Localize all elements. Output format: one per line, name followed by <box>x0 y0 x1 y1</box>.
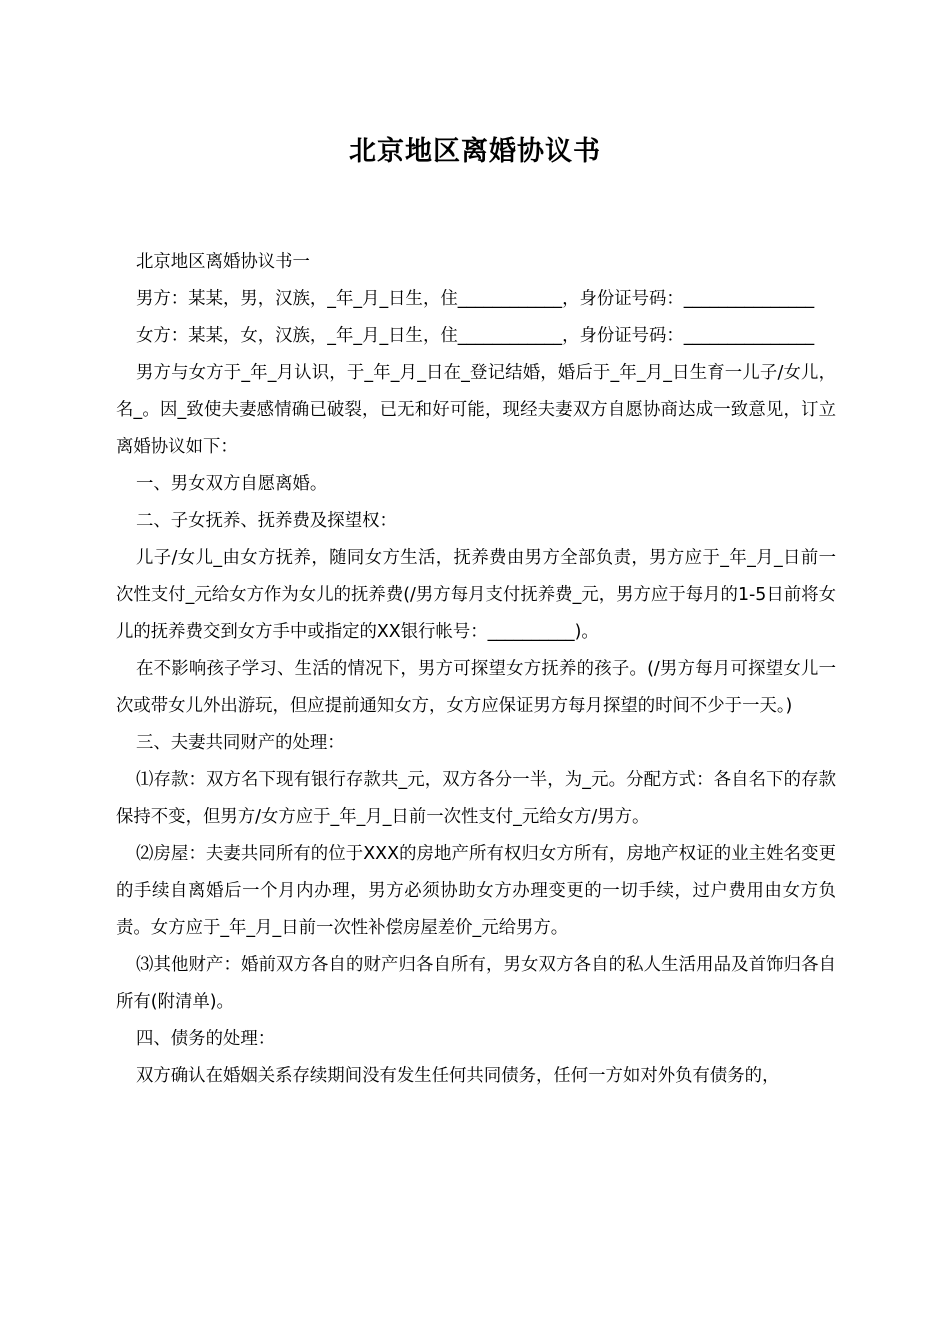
document-body <box>116 244 836 1095</box>
document-subtitle: 北京地区离婚协议书一 <box>136 252 310 272</box>
deposit-paragraph: ⑴存款：双方名下现有银行存款共_元，双方各分一半，为_元。分配方式：各自名下的存款保持不变，但男方/女方应于_年_月_日前一次性支付_元给女方/男方。 <box>116 770 836 827</box>
party-male-info: 男方：某某，男，汉族，_年_月_日生，住____________，身份证号码：_______________ <box>136 289 815 309</box>
debt-paragraph: 双方确认在婚姻关系存续期间没有发生任何共同债务，任何一方如对外负有债务的， <box>136 1066 780 1086</box>
party-female-info: 女方：某某，女，汉族，_年_月_日生，住____________，身份证号码：_______________ <box>136 326 815 346</box>
clause-1-heading: 一、男女双方自愿离婚。 <box>136 474 328 494</box>
document-title: 北京地区离婚协议书 <box>349 136 601 167</box>
child-custody-paragraph: 儿子/女儿_由女方抚养，随同女方生活，抚养费由男方全部负责，男方应于_年_月_日前一次性支付_元给女方作为女儿的抚养费(/男方每月支付抚养费_元，男方应于每月的1-5日前将女儿的抚养费交到女方手中或指定的XX银行帐号：__________)。 <box>116 548 836 642</box>
other-property-paragraph: ⑶其他财产：婚前双方各自的财产归各自所有，男女双方各自的私人生活用品及首饰归各自所有(附清单)。 <box>116 955 836 1012</box>
visitation-paragraph: 在不影响孩子学习、生活的情况下，男方可探望女方抚养的孩子。(/男方每月可探望女儿一次或带女儿外出游玩，但应提前通知女方，女方应保证男方每月探望的时间不少于一天。) <box>116 659 836 716</box>
house-paragraph: ⑵房屋：夫妻共同所有的位于XXX的房地产所有权归女方所有，房地产权证的业主姓名变更的手续自离婚后一个月内办理，男方必须协助女方办理变更的一切手续，过户费用由女方负责。女方应于_年_月_日前一次性补偿房屋差价_元给男方。 <box>116 844 836 938</box>
clause-4-heading: 四、债务的处理： <box>136 1029 276 1049</box>
clause-3-heading: 三、夫妻共同财产的处理： <box>136 733 345 753</box>
clause-2-heading: 二、子女抚养、抚养费及探望权： <box>136 511 397 531</box>
marriage-background-paragraph: 男方与女方于_年_月认识，于_年_月_日在_登记结婚，婚后于_年_月_日生育一儿子/女儿，名_。因_致使夫妻感情确已破裂，已无和好可能，现经夫妻双方自愿协商达成一致意见，订立离婚协议如下： <box>116 363 836 457</box>
